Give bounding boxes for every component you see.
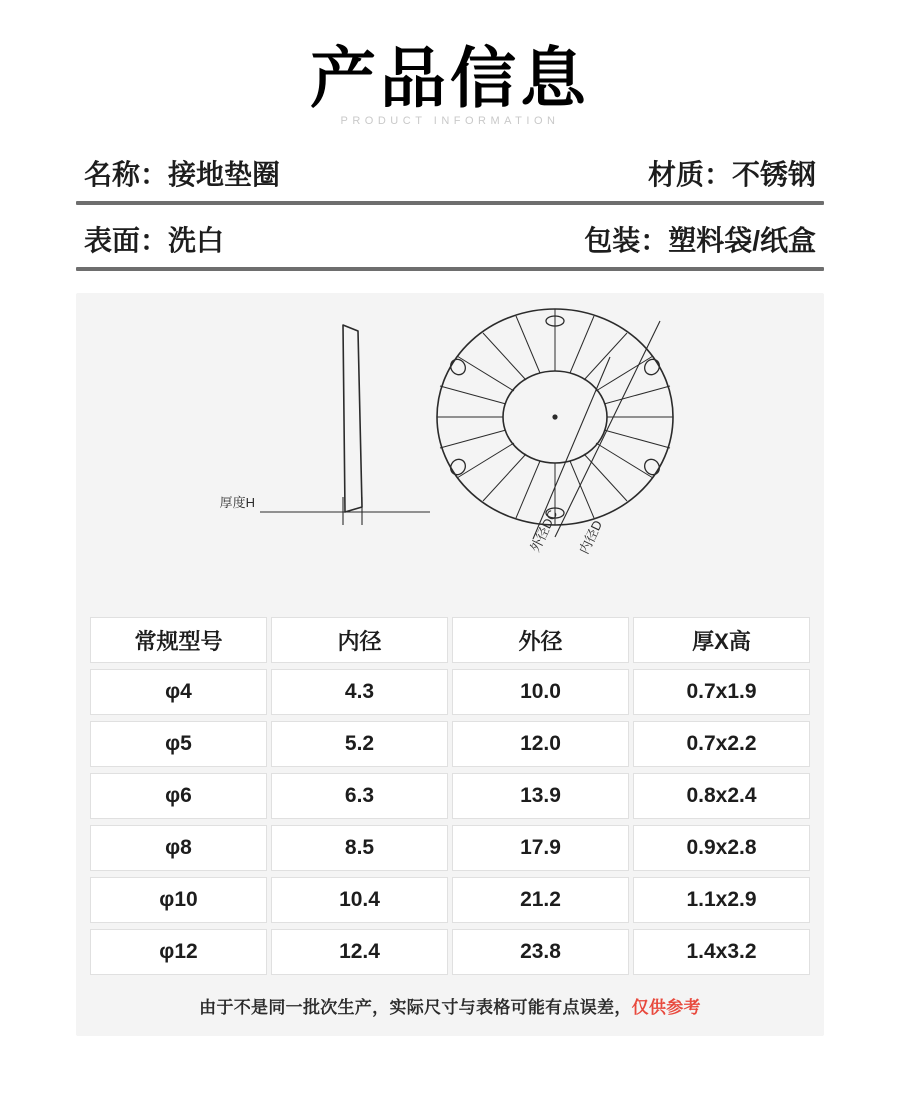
disclaimer-note: [86, 993, 814, 1018]
page-subtitle: PRODUCT INFORMATION: [340, 115, 560, 128]
cell-thickness-height: 0.8x2.4: [633, 773, 810, 819]
spec-block: [76, 153, 824, 271]
table-header-inner-diameter: 内径: [271, 617, 448, 663]
table-header-thickness-height: 厚X高: [633, 617, 810, 663]
spec-divider-2: [76, 267, 824, 271]
cell-inner-diameter: 8.5: [271, 825, 448, 871]
center-point: [552, 415, 557, 420]
cell-model: φ4: [90, 669, 267, 715]
cell-inner-diameter: 10.4: [271, 877, 448, 923]
spec-packaging: 包装：塑料袋/纸盒: [584, 225, 816, 257]
page-header: [76, 0, 824, 127]
cell-thickness-height: 0.7x1.9: [633, 669, 810, 715]
cell-outer-diameter: 21.2: [452, 877, 629, 923]
spec-name: 名称：接地垫圈: [84, 159, 281, 191]
table-row: [90, 721, 810, 767]
table-row: [90, 877, 810, 923]
cell-thickness-height: 1.1x2.9: [633, 877, 810, 923]
spec-table: [86, 611, 814, 981]
outer-diameter-leader: [555, 321, 660, 537]
table-row: [90, 929, 810, 975]
spec-row-2: [76, 205, 824, 267]
table-row: [90, 773, 810, 819]
cell-outer-diameter: 12.0: [452, 721, 629, 767]
spec-surface: 表面：洗白: [84, 225, 225, 257]
table-header-row: [90, 617, 810, 663]
washer-drawing-svg: [100, 307, 800, 607]
cell-model: φ8: [90, 825, 267, 871]
spec-material: 材质：不锈钢: [647, 159, 816, 191]
cell-inner-diameter: 6.3: [271, 773, 448, 819]
cell-thickness-height: 0.9x2.8: [633, 825, 810, 871]
table-row: [90, 825, 810, 871]
disclaimer-text: 由于不是同一批次生产，实际尺寸与表格可能有点误差，: [199, 998, 632, 1018]
washer-technical-drawing: [86, 307, 814, 607]
diagram-and-table-panel: [76, 293, 824, 1036]
cell-thickness-height: 0.7x2.2: [633, 721, 810, 767]
cell-model: φ10: [90, 877, 267, 923]
table-header-outer-diameter: 外径: [452, 617, 629, 663]
cell-outer-diameter: 23.8: [452, 929, 629, 975]
cell-outer-diameter: 10.0: [452, 669, 629, 715]
cell-outer-diameter: 17.9: [452, 825, 629, 871]
side-profile-shape: [343, 325, 362, 512]
spec-row-1: [76, 153, 824, 201]
page-title: 产品信息: [310, 41, 590, 115]
cell-outer-diameter: 13.9: [452, 773, 629, 819]
cell-model: φ6: [90, 773, 267, 819]
thickness-label: 厚度H: [219, 495, 255, 511]
cell-thickness-height: 1.4x3.2: [633, 929, 810, 975]
disclaimer-highlight: 仅供参考: [631, 998, 701, 1018]
cell-inner-diameter: 12.4: [271, 929, 448, 975]
cell-inner-diameter: 4.3: [271, 669, 448, 715]
table-header-model: 常规型号: [90, 617, 267, 663]
inner-diameter-label: 内径D: [576, 518, 606, 557]
outer-diameter-label: 外径DC: [527, 507, 561, 555]
cell-model: φ12: [90, 929, 267, 975]
cell-inner-diameter: 5.2: [271, 721, 448, 767]
table-row: [90, 669, 810, 715]
cell-model: φ5: [90, 721, 267, 767]
